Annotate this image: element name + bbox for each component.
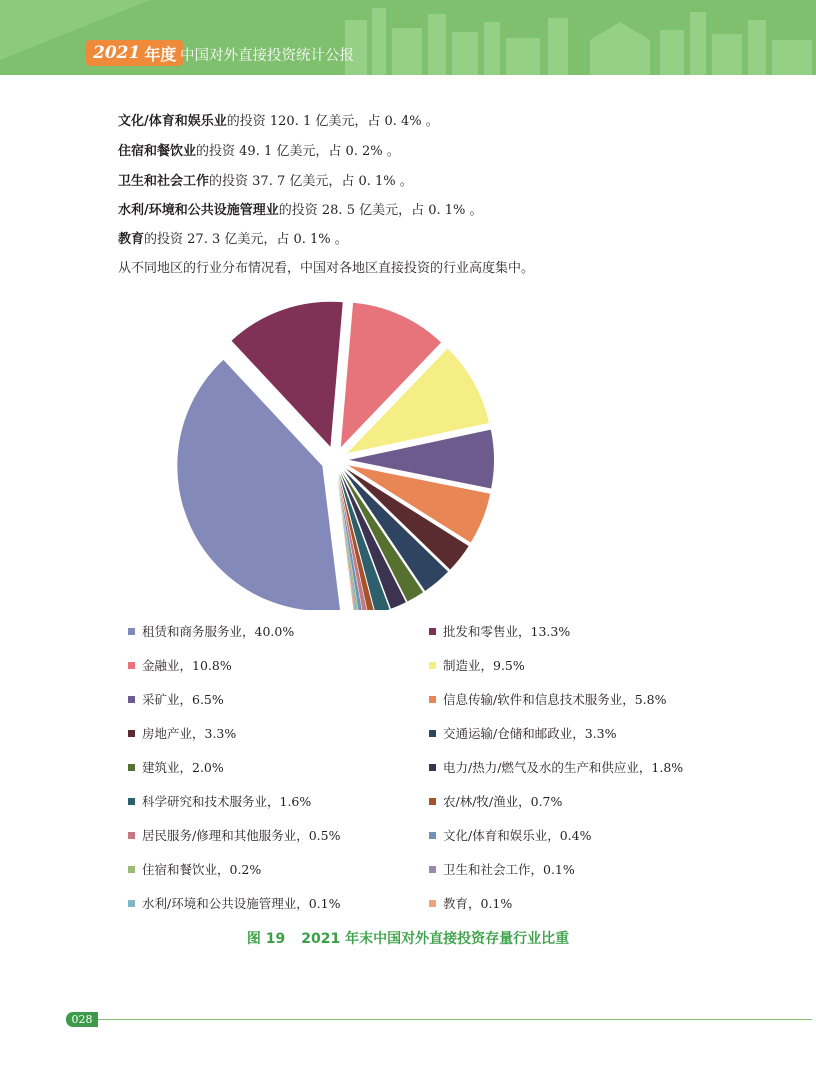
paragraph-bold: 住宿和餐饮业 <box>118 144 197 159</box>
legend-swatch <box>429 628 436 635</box>
paragraph-line <box>118 143 400 160</box>
figure-number: 图 19 <box>246 931 286 947</box>
legend-label: 交通运输/仓储和邮政业，3.3% <box>443 726 617 741</box>
legend-item <box>128 826 340 844</box>
year-badge <box>86 40 183 66</box>
legend-label: 居民服务/修理和其他服务业，0.5% <box>142 828 341 843</box>
report-title: 中国对外直接投资统计公报 <box>180 48 354 64</box>
paragraph-text: 从不同地区的行业分布情况看，中国对各地区直接投资的行业高度集中。 <box>118 261 535 276</box>
legend-label: 电力/热力/燃气及水的生产和供应业，1.8% <box>443 760 684 775</box>
legend-item <box>429 792 562 810</box>
legend-item <box>429 894 512 912</box>
legend-swatch <box>429 832 436 839</box>
paragraph-text: 的投资 49. 1 亿美元，占 0. 2% 。 <box>196 144 400 159</box>
paragraph-text: 的投资 27. 3 亿美元，占 0. 1% 。 <box>144 232 348 247</box>
year-number: 2021 <box>93 43 141 63</box>
legend-label: 教育，0.1% <box>443 896 513 911</box>
legend-swatch <box>128 662 135 669</box>
legend-item <box>128 758 224 776</box>
legend-item <box>429 724 616 742</box>
legend-item <box>429 622 570 640</box>
legend-swatch <box>128 764 135 771</box>
legend-swatch <box>128 900 135 907</box>
legend-item <box>429 758 683 776</box>
legend-label: 采矿业，6.5% <box>142 692 224 707</box>
legend-item <box>128 894 340 912</box>
figure-title: 2021 年末中国对外直接投资存量行业比重 <box>301 931 570 947</box>
legend-label: 农/林/牧/渔业，0.7% <box>443 794 563 809</box>
legend-swatch <box>429 730 436 737</box>
page-header <box>0 0 816 75</box>
paragraph-text: 的投资 28. 5 亿美元，占 0. 1% 。 <box>278 203 483 218</box>
legend-swatch <box>128 798 135 805</box>
paragraph-bold: 水利/环境和公共设施管理业 <box>118 203 279 218</box>
legend-swatch <box>128 696 135 703</box>
legend-swatch <box>429 764 436 771</box>
paragraph-bold: 文化/体育和娱乐业 <box>118 114 227 129</box>
figure-caption <box>0 928 816 948</box>
legend-item <box>128 656 232 674</box>
legend-item <box>128 690 224 708</box>
legend-item <box>128 724 236 742</box>
paragraph-line <box>118 173 413 190</box>
legend-label: 金融业，10.8% <box>142 658 232 673</box>
legend-item <box>128 792 311 810</box>
legend-item <box>429 860 575 878</box>
legend-label: 文化/体育和娱乐业，0.4% <box>443 828 592 843</box>
paragraph-bold: 卫生和社会工作 <box>118 174 210 189</box>
paragraph-line <box>118 202 483 219</box>
legend-label: 水利/环境和公共设施管理业，0.1% <box>142 896 341 911</box>
legend-swatch <box>128 730 135 737</box>
legend-label: 租赁和商务服务业，40.0% <box>142 624 295 639</box>
legend-swatch <box>429 798 436 805</box>
paragraph-text: 的投资 120. 1 亿美元，占 0. 4% 。 <box>226 114 439 129</box>
paragraph-bold: 教育 <box>118 232 145 247</box>
legend-swatch <box>128 628 135 635</box>
legend-swatch <box>429 866 436 873</box>
legend-swatch <box>128 866 135 873</box>
year-suffix: 年度 <box>144 44 177 64</box>
legend-label: 卫生和社会工作，0.1% <box>443 862 575 877</box>
legend-item <box>429 826 591 844</box>
paragraph-line <box>118 231 348 248</box>
legend-swatch <box>429 696 436 703</box>
paragraph-text: 的投资 37. 7 亿美元，占 0. 1% 。 <box>209 174 413 189</box>
paragraph-line <box>118 260 534 277</box>
page-number: 028 <box>66 1012 98 1027</box>
legend-swatch <box>128 832 135 839</box>
legend-item <box>429 656 525 674</box>
legend-item <box>128 622 294 640</box>
legend-swatch <box>429 662 436 669</box>
legend-label: 住宿和餐饮业，0.2% <box>142 862 262 877</box>
legend-label: 建筑业，2.0% <box>142 760 224 775</box>
legend-label: 批发和零售业，13.3% <box>443 624 571 639</box>
legend-label: 房地产业，3.3% <box>142 726 237 741</box>
legend-label: 制造业，9.5% <box>443 658 525 673</box>
legend-item <box>128 860 261 878</box>
legend-swatch <box>429 900 436 907</box>
footer-rule <box>98 1019 812 1020</box>
paragraph-line <box>118 113 439 130</box>
legend-label: 科学研究和技术服务业，1.6% <box>142 794 312 809</box>
legend-item <box>429 690 666 708</box>
legend-label: 信息传输/软件和信息技术服务业，5.8% <box>443 692 667 707</box>
pie-chart <box>0 280 816 610</box>
